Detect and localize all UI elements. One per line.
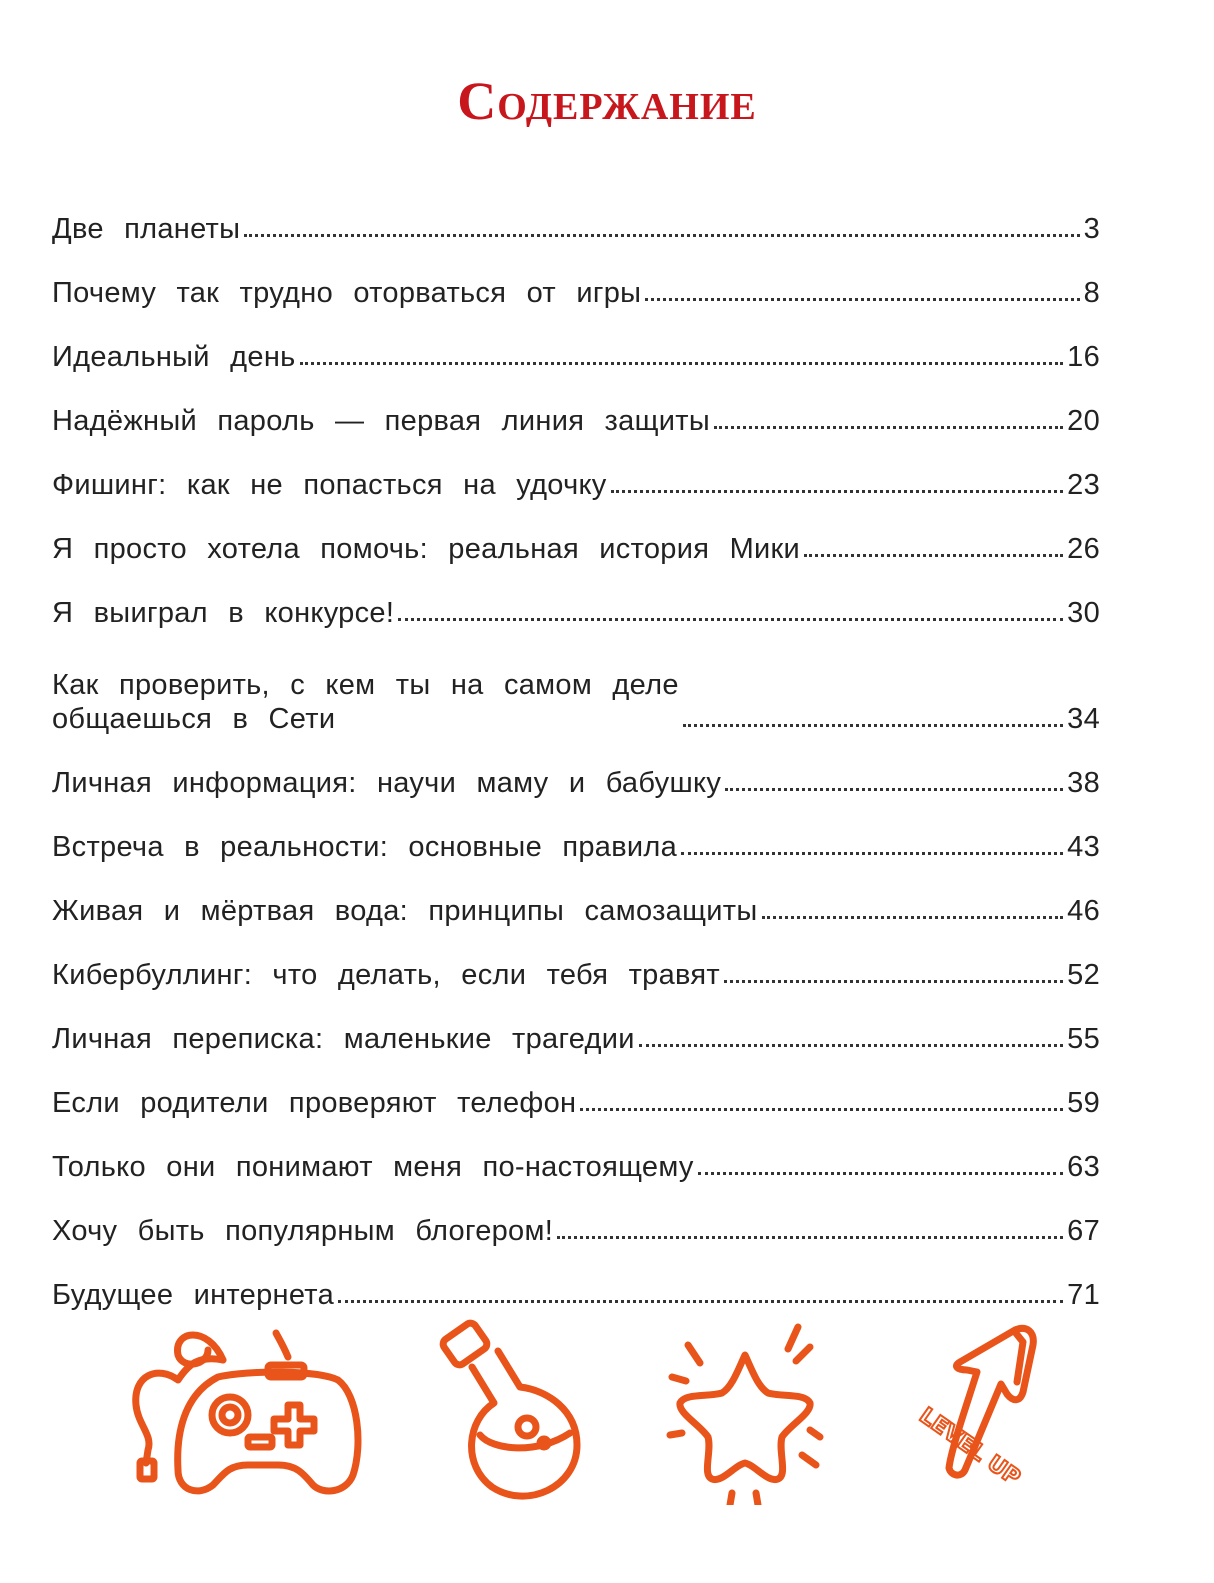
toc-entry-page: 34 bbox=[1067, 703, 1100, 735]
toc-entry-page: 20 bbox=[1067, 405, 1100, 437]
toc-entry-title: Живая и мёртвая вода: принципы самозащиты bbox=[52, 895, 758, 927]
toc-entry-title: Фишинг: как не попасться на удочку bbox=[52, 469, 607, 501]
toc-entry-page: 16 bbox=[1067, 341, 1100, 373]
toc-entry bbox=[52, 1248, 1100, 1312]
toc-entry-page: 23 bbox=[1067, 469, 1100, 501]
toc-entry-title: Я просто хотела помочь: реальная история Мики bbox=[52, 533, 801, 565]
toc-entry bbox=[52, 182, 1100, 246]
toc-entry bbox=[52, 1056, 1100, 1120]
toc-entry bbox=[52, 864, 1100, 928]
dot-leader bbox=[681, 852, 1063, 855]
dot-leader bbox=[557, 1236, 1063, 1239]
toc-entry-page: 3 bbox=[1083, 213, 1100, 245]
toc-entry-title: Хочу быть популярным блогером! bbox=[52, 1215, 554, 1247]
toc-entry-title: Надёжный пароль — первая линия защиты bbox=[52, 405, 710, 437]
toc-entry-page: 52 bbox=[1067, 959, 1100, 991]
toc-entry bbox=[52, 438, 1100, 502]
toc-entry bbox=[52, 566, 1100, 630]
dot-leader bbox=[639, 1044, 1063, 1047]
gamepad-icon bbox=[128, 1325, 363, 1505]
dot-leader bbox=[645, 298, 1079, 301]
dot-leader bbox=[338, 1300, 1063, 1303]
toc-entry bbox=[52, 246, 1100, 310]
level-up-arrow-icon bbox=[905, 1320, 1045, 1510]
toc-entry-title: Как проверить, с кем ты на самом деле общаешься в Сети bbox=[52, 669, 679, 735]
toc-entry bbox=[52, 1184, 1100, 1248]
table-of-contents bbox=[52, 182, 1100, 1312]
dot-leader bbox=[724, 980, 1063, 983]
dot-leader bbox=[683, 724, 1063, 727]
toc-entry-page: 30 bbox=[1067, 597, 1100, 629]
dot-leader bbox=[714, 426, 1063, 429]
toc-entry-title: Две планеты bbox=[52, 213, 241, 245]
toc-entry-page: 71 bbox=[1067, 1279, 1100, 1311]
dot-leader bbox=[398, 618, 1063, 621]
dot-leader bbox=[725, 788, 1063, 791]
level-up-label: LEVEL UP bbox=[914, 1403, 1025, 1491]
toc-entry-title: Личная переписка: маленькие трагедии bbox=[52, 1023, 635, 1055]
toc-entry-page: 26 bbox=[1067, 533, 1100, 565]
dot-leader bbox=[580, 1108, 1063, 1111]
dot-leader bbox=[300, 362, 1064, 365]
toc-entry bbox=[52, 502, 1100, 566]
toc-entry-title: Кибербуллинг: что делать, если тебя травят bbox=[52, 959, 720, 991]
toc-entry bbox=[52, 1120, 1100, 1184]
toc-entry-title: Личная информация: научи маму и бабушку bbox=[52, 767, 722, 799]
toc-entry-title: Только они понимают меня по-настоящему bbox=[52, 1151, 694, 1183]
toc-entry-title: Почему так трудно оторваться от игры bbox=[52, 277, 642, 309]
dot-leader bbox=[611, 490, 1064, 493]
toc-entry-title: Если родители проверяют телефон bbox=[52, 1087, 577, 1119]
toc-entry-page: 55 bbox=[1067, 1023, 1100, 1055]
toc-entry-page: 8 bbox=[1083, 277, 1100, 309]
toc-entry bbox=[52, 310, 1100, 374]
page-title: Содержание bbox=[457, 71, 757, 131]
toc-entry-page: 67 bbox=[1067, 1215, 1100, 1247]
toc-entry-page: 43 bbox=[1067, 831, 1100, 863]
dot-leader bbox=[762, 916, 1064, 919]
star-icon bbox=[660, 1315, 830, 1505]
toc-entry bbox=[52, 800, 1100, 864]
dot-leader bbox=[244, 234, 1079, 237]
toc-entry-page: 63 bbox=[1067, 1151, 1100, 1183]
toc-entry bbox=[52, 630, 1100, 736]
dot-leader bbox=[804, 554, 1063, 557]
decorative-icons-row bbox=[0, 1325, 1214, 1555]
toc-entry bbox=[52, 736, 1100, 800]
dot-leader bbox=[698, 1172, 1063, 1175]
toc-entry bbox=[52, 928, 1100, 992]
toc-entry-title: Я выиграл в конкурсе! bbox=[52, 597, 395, 629]
toc-entry-title: Идеальный день bbox=[52, 341, 296, 373]
potion-flask-icon bbox=[432, 1315, 582, 1505]
toc-entry-page: 59 bbox=[1067, 1087, 1100, 1119]
toc-entry-page: 46 bbox=[1067, 895, 1100, 927]
toc-entry-title: Встреча в реальности: основные правила bbox=[52, 831, 678, 863]
toc-entry-title: Будущее интернета bbox=[52, 1279, 334, 1311]
toc-entry-page: 38 bbox=[1067, 767, 1100, 799]
toc-entry bbox=[52, 992, 1100, 1056]
toc-entry bbox=[52, 374, 1100, 438]
